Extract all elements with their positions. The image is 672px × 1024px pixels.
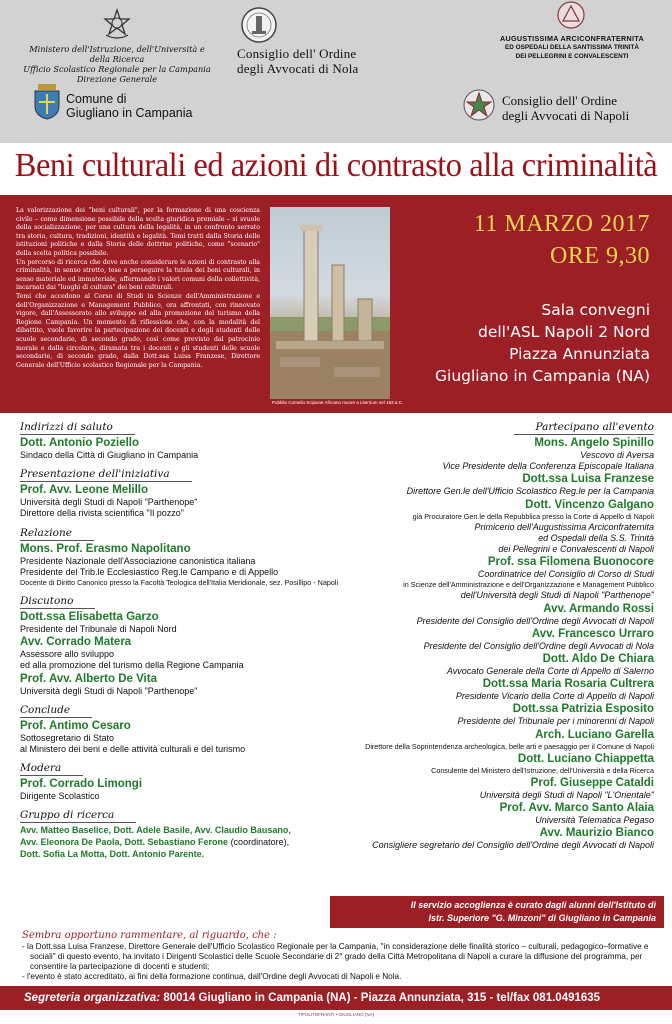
participant-role: Coordinatrice del Consiglio di Corso di Studi xyxy=(477,569,654,580)
confraternita-block xyxy=(482,34,662,61)
note-item: - l'evento è stato accreditato, ai fini della formazione continua, dall'Ordine degli Avvocati di Napoli e Nola. xyxy=(22,972,658,982)
participant-role: ed Ospedali della S.S. Trinità xyxy=(538,532,654,543)
venue-line2: dell'ASL Napoli 2 Nord xyxy=(477,323,650,341)
section-heading-ricerca: Gruppo di ricerca xyxy=(20,808,136,823)
confr-line2: ED OSPEDALI DELLA SANTISSIMA TRINITÀ xyxy=(504,44,640,51)
comune-line2: Giugliano in Campania xyxy=(66,106,193,120)
section-heading-partecipano: Partecipano all'evento xyxy=(514,420,654,435)
speaker-name: Prof. Corrado Limongi xyxy=(20,778,143,791)
participant-name: Prof. Giuseppe Cataldi xyxy=(530,776,654,789)
speaker-role: Università degli Studi di Napoli "Parthenope" xyxy=(20,497,198,508)
napoli-bar-emblem-icon xyxy=(462,88,496,122)
speaker-role: Assessore allo sviluppo xyxy=(20,649,115,660)
participant-role: Presidente Vicario della Corte di Appello di Napoli xyxy=(455,691,654,702)
intro-paragraph-3: Temi che accedono al Corso di Studi in Scienze dell'Amministrazione e dell'Organizzazione e Management Pubblico, ora affrontati, con rinnovato vigore, dall'Assessorato allo sviluppo ed alla promozione del turismo della Regione Campania. Un momento di riflessione che, con la modalità del dibattito, vuole favorire la partecipazione dei docenti e degli studenti delle scuole secondarie, di secondo grado, così come previsto dal patrocinio morale e dalla circolare, diramata tra i docenti e gli studenti delle scuole secondarie, di secondo grado, dalla Dott.ssa Luisa Franzese, Direttore Generale dell'Ufficio scolastico Regionale per la Campania. xyxy=(16,292,260,369)
speaker-role: Docente di Diritto Canonico presso la Facoltà Teologica dell'Italia Meridionale, sez. Posillipo - Napoli xyxy=(20,578,339,588)
ministry-block xyxy=(22,8,212,84)
speaker-role: Direttore della rivista scientifica "Il pozzo" xyxy=(20,508,184,519)
participant-role: Primicerio dell'Augustissima Arciconfraternita xyxy=(474,521,654,532)
napoli-bar-block xyxy=(502,93,629,123)
ministry-line2: Ufficio Scolastico Regionale per la Campania xyxy=(23,64,211,74)
participant-role: Presidente del Consiglio dell'Ordine degli Avvocati di Nola xyxy=(423,640,654,651)
confraternita-seal-icon xyxy=(553,0,589,30)
ruins-photo xyxy=(270,207,390,399)
speaker-role: ed alla promozione del turismo della Regione Campania xyxy=(20,660,244,671)
intro-band xyxy=(0,195,672,413)
participant-name: Avv. Maurizio Bianco xyxy=(539,827,654,840)
participant-role: Università Telematica Pegaso xyxy=(535,814,654,825)
footer-bar xyxy=(0,986,672,1010)
footer-contacts: 80014 Giugliano in Campania (NA) - Piazza Annunziata, 315 - tel/fax 081.0491635 xyxy=(160,992,601,1004)
ministry-line1: Ministero dell'Istruzione, dell'Università e della Ricerca xyxy=(29,44,205,64)
napoli-line2: degli Avvocati di Napoli xyxy=(502,108,630,123)
speaker-name: Avv. Corrado Matera xyxy=(20,636,132,649)
header-band xyxy=(0,0,672,143)
speaker-role: Sottosegretario di Stato xyxy=(20,732,115,743)
participant-role: Avvocato Generale della Corte di Appello di Salerno xyxy=(446,666,654,677)
participant-name: Dott.ssa Patrizia Esposito xyxy=(512,703,654,716)
participant-role: Università degli Studi di Napoli "L'Orientale" xyxy=(479,789,654,800)
participant-name: Dott. Luciano Chiappetta xyxy=(517,752,654,765)
participant-name: Dott.ssa Luisa Franzese xyxy=(522,473,654,486)
note-item: - la Dott.ssa Luisa Franzese, Direttore Generale dell'Ufficio Scolastico Regionale per la Campania, "in considerazione delle finalità storico – culturali, pedagogico–formative e sociali" di questo evento, ha invitato i Dirigenti Scolastici delle Scuole Secondarie di 2° grado della Città Metropolitana di Napoli a curare la diffusione del programma, per consentire la partecipazione di docenti e studenti; xyxy=(22,942,658,972)
event-venue xyxy=(390,299,650,387)
title-band xyxy=(0,143,672,195)
participants-list xyxy=(330,436,654,851)
program-left-column xyxy=(20,417,350,860)
event-time: ORE 9,30 xyxy=(550,243,650,269)
participant-role: Presidente del Tribunale per i minorenni di Napoli xyxy=(457,716,654,727)
nola-bar-block xyxy=(237,46,359,76)
speaker-role: Presidente del Trib.le Ecclesiastico Reg.le Campano e di Appello xyxy=(20,566,279,577)
participant-role: Vice Presidente della Conferenza Episcopale Italiana xyxy=(442,461,654,472)
participant-role: dell'Università degli Studi di Napoli "Parthenope" xyxy=(460,590,654,601)
participant-name: Prof. ssa Filomena Buonocore xyxy=(487,556,654,569)
participant-role: in Scienze dell'Amministrazione e dell'Organizzazione e Management Pubblico xyxy=(403,580,654,590)
research-line1: Avv. Matteo Baselice, Dott. Adele Basile, Avv. Claudio Bausano, xyxy=(20,825,291,836)
participant-name: Dott. Vincenzo Galgano xyxy=(525,498,654,511)
research-line2: Avv. Eleonora De Paola, Dott. Sebastiano Ferone xyxy=(20,837,231,848)
participant-name: Dott.ssa Maria Rosaria Cultrera xyxy=(482,678,654,691)
participant-role: Direttore della Soprintendenza archeologica, belle arti e paesaggio per il Comune di Napoli xyxy=(365,741,654,751)
participant-role: Direttore Gen.le dell'Ufficio Scolastico Reg.le per la Campania xyxy=(406,486,654,497)
nola-line2: degli Avvocati di Nola xyxy=(237,61,359,76)
participant-name: Avv. Francesco Urraro xyxy=(531,627,654,640)
participant-role: Presidente del Consiglio dell'Ordine degli Avvocati di Napoli xyxy=(416,615,654,626)
school-note-line2: Istr. Superiore "G. Minzoni" di Giugliano in Campania xyxy=(428,913,656,923)
program-right-column xyxy=(330,417,654,851)
intro-paragraph-1: La valorizzazione dei "beni culturali", per la formazione di una coscienza civile – come dimensione possibile della scelta giuridica premiale – si svuole della socializzazione, per una cultura della legalità, in un confronto serrato tra storia, cultura, tradizioni, identità e legalità. Temi tratti dalla Storia delle istituzioni politiche e dalla Storia delle dottrine politiche, come "scenario" della scelta politica possibile. xyxy=(16,207,260,257)
venue-line3: Piazza Annunziata xyxy=(509,345,650,363)
participant-name: Arch. Luciano Garella xyxy=(535,728,654,741)
photo-caption: Pubblio Cornelio Scipione Africano muore a Liternum nel 183 a.C. xyxy=(272,400,404,405)
section-heading-relazione: Relazione xyxy=(20,526,94,541)
participant-role: Vescovo di Aversa xyxy=(580,450,654,460)
participant-name: Prof. Avv. Marco Santo Alaia xyxy=(499,801,654,814)
comune-line1: Comune di xyxy=(66,92,127,106)
section-heading-conclude: Conclude xyxy=(20,703,92,718)
venue-line1: Sala convegni xyxy=(541,301,650,319)
comune-block xyxy=(66,92,192,120)
speaker-role: al Ministero dei beni e delle attività culturali e del turismo xyxy=(20,744,246,755)
notes-list xyxy=(22,942,658,982)
nola-line1: Consiglio dell' Ordine xyxy=(237,46,357,61)
speaker-name: Prof. Avv. Alberto De Vita xyxy=(20,672,157,685)
footer-label: Segreteria organizzativa: xyxy=(24,992,161,1004)
participant-role: già Procuratore Gen.le della Repubblica presso la Corte di Appello di Napoli xyxy=(412,511,654,521)
section-heading-saluto: Indirizzi di saluto xyxy=(20,420,135,435)
participant-name: Mons. Angelo Spinillo xyxy=(534,437,654,449)
section-heading-discutono: Discutono xyxy=(20,594,95,609)
event-date: 11 MARZO 2017 xyxy=(473,211,650,237)
ancient-column-ruins-icon xyxy=(270,207,390,399)
comune-coat-of-arms-icon xyxy=(33,84,61,120)
research-line3: Dott. Sofia La Motta, Dott. Antonio Parente. xyxy=(20,849,205,860)
speaker-role: Università degli Studi di Napoli "Parthenope" xyxy=(20,685,198,696)
intro-paragraph-2: Un percorso di ricerca che deve anche considerare le azioni di contrasto alla criminalità, in senso stretto, tese a perseguire la tutela dei beni culturali, in senso materiale ed immateriale, affermando i valori comuni della collettività, incarnati dai "luoghi di cultura" dei beni culturali. xyxy=(16,258,260,292)
research-coordinator-note: (coordinatore), xyxy=(230,837,290,848)
speaker-name: Dott.ssa Elisabetta Garzo xyxy=(20,611,159,624)
speaker-name: Mons. Prof. Erasmo Napolitano xyxy=(20,542,191,555)
remember-heading: Sembra opportuno rammentare, al riguardo, che : xyxy=(22,930,277,941)
speaker-role: Sindaco della Città di Giugliano in Campania xyxy=(20,450,199,460)
participant-role: Consigliere segretario del Consiglio dell'Ordine degli Avvocati di Napoli xyxy=(372,840,654,851)
printer-credit: TIPOLITOFRANTI • GIUGLIANO (NA) xyxy=(297,1012,375,1017)
confr-line1: AUGUSTISSIMA ARCICONFRATERNITA xyxy=(500,34,644,43)
participant-role: Consulente del Ministero dell'Istruzione, dell'Università e della Ricerca xyxy=(431,765,654,775)
speaker-name: Prof. Avv. Leone Melillo xyxy=(20,484,149,497)
napoli-line1: Consiglio dell' Ordine xyxy=(502,93,618,108)
speaker-role: Dirigente Scolastico xyxy=(20,791,100,802)
research-group xyxy=(20,824,350,860)
ministry-line3: Direzione Generale xyxy=(76,74,158,84)
confr-line3: DEI PELLEGRINI E CONVALESCENTI xyxy=(515,53,629,60)
section-heading-modera: Modera xyxy=(20,761,83,776)
nola-bar-seal-icon xyxy=(240,6,278,44)
school-note-line1: Il servizio accoglienza è curato dagli alunni dell'Istituto di xyxy=(410,900,656,910)
school-service-note xyxy=(330,896,664,928)
section-heading-presentazione: Presentazione dell'iniziativa xyxy=(20,467,192,482)
intro-text xyxy=(16,207,260,370)
participant-role: dei Pellegrini e Convalescenti di Napoli xyxy=(498,544,654,555)
page-title: Beni culturali ed azioni di contrasto alla criminalità xyxy=(14,147,658,184)
speaker-name: Prof. Antimo Cesaro xyxy=(20,719,131,732)
speaker-name: Dott. Antonio Poziello xyxy=(20,437,140,449)
speaker-role: Presidente Nazionale dell'Associazione canonistica italiana xyxy=(20,555,256,566)
participant-name: Dott. Aldo De Chiara xyxy=(542,653,654,666)
venue-line4: Giugliano in Campania (NA) xyxy=(435,367,650,385)
participant-name: Avv. Armando Rossi xyxy=(543,602,654,615)
speaker-role: Presidente del Tribunale di Napoli Nord xyxy=(20,624,177,635)
italian-republic-emblem-icon xyxy=(102,8,132,40)
